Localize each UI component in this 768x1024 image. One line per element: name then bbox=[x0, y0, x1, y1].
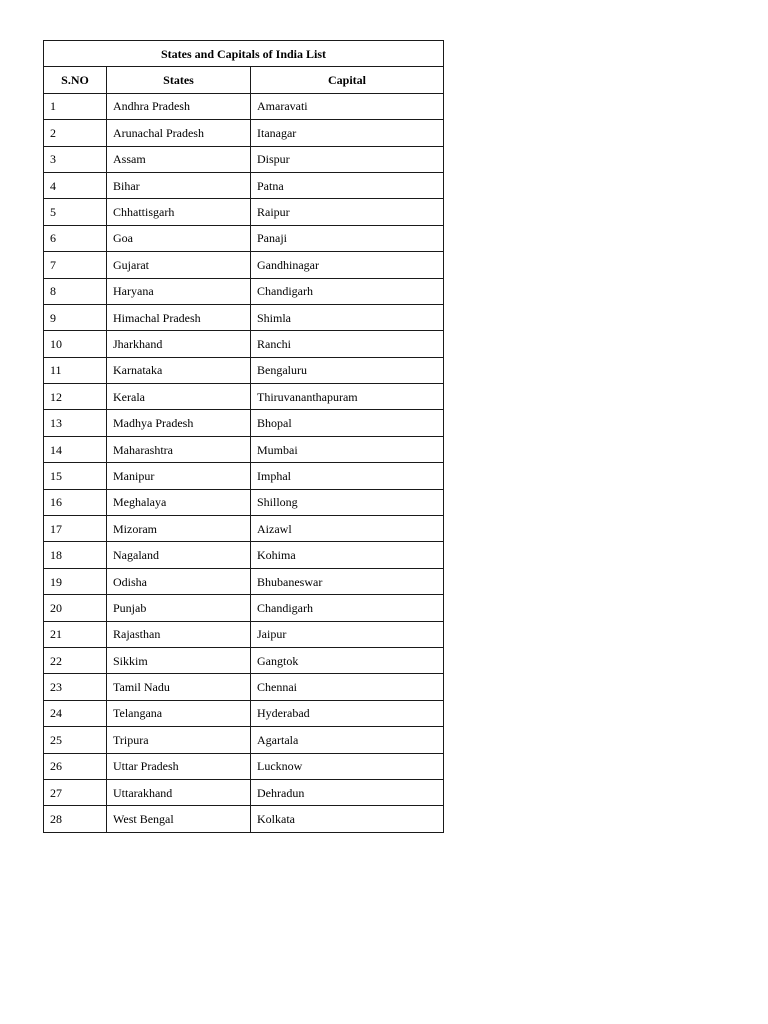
cell-capital: Hyderabad bbox=[251, 700, 444, 726]
cell-state: Bihar bbox=[107, 172, 251, 198]
cell-sno: 12 bbox=[44, 384, 107, 410]
cell-capital: Thiruvananthapuram bbox=[251, 384, 444, 410]
cell-sno: 21 bbox=[44, 621, 107, 647]
cell-sno: 22 bbox=[44, 647, 107, 673]
cell-state: Uttar Pradesh bbox=[107, 753, 251, 779]
cell-capital: Dispur bbox=[251, 146, 444, 172]
cell-state: Karnataka bbox=[107, 357, 251, 383]
cell-capital: Ranchi bbox=[251, 331, 444, 357]
cell-capital: Bhopal bbox=[251, 410, 444, 436]
cell-state: Andhra Pradesh bbox=[107, 93, 251, 119]
table-row bbox=[44, 727, 444, 753]
cell-capital: Itanagar bbox=[251, 120, 444, 146]
cell-sno: 10 bbox=[44, 331, 107, 357]
cell-state: Himachal Pradesh bbox=[107, 304, 251, 330]
cell-sno: 18 bbox=[44, 542, 107, 568]
table-row bbox=[44, 146, 444, 172]
table-row bbox=[44, 436, 444, 462]
cell-capital: Kohima bbox=[251, 542, 444, 568]
cell-capital: Gandhinagar bbox=[251, 252, 444, 278]
table-row bbox=[44, 647, 444, 673]
cell-state: Nagaland bbox=[107, 542, 251, 568]
column-header-capital: Capital bbox=[251, 67, 444, 93]
column-header-sno: S.NO bbox=[44, 67, 107, 93]
cell-capital: Shillong bbox=[251, 489, 444, 515]
cell-capital: Chandigarh bbox=[251, 595, 444, 621]
cell-state: Haryana bbox=[107, 278, 251, 304]
cell-state: Madhya Pradesh bbox=[107, 410, 251, 436]
table-row bbox=[44, 595, 444, 621]
cell-state: West Bengal bbox=[107, 806, 251, 832]
cell-capital: Amaravati bbox=[251, 93, 444, 119]
cell-state: Gujarat bbox=[107, 252, 251, 278]
table-row bbox=[44, 93, 444, 119]
cell-capital: Aizawl bbox=[251, 516, 444, 542]
table-row bbox=[44, 304, 444, 330]
table-row bbox=[44, 806, 444, 832]
cell-sno: 14 bbox=[44, 436, 107, 462]
cell-state: Kerala bbox=[107, 384, 251, 410]
cell-state: Uttarakhand bbox=[107, 779, 251, 805]
cell-capital: Gangtok bbox=[251, 647, 444, 673]
cell-sno: 11 bbox=[44, 357, 107, 383]
table-row bbox=[44, 674, 444, 700]
cell-sno: 28 bbox=[44, 806, 107, 832]
cell-state: Arunachal Pradesh bbox=[107, 120, 251, 146]
cell-capital: Jaipur bbox=[251, 621, 444, 647]
cell-sno: 13 bbox=[44, 410, 107, 436]
cell-state: Mizoram bbox=[107, 516, 251, 542]
cell-sno: 2 bbox=[44, 120, 107, 146]
cell-capital: Chandigarh bbox=[251, 278, 444, 304]
cell-sno: 17 bbox=[44, 516, 107, 542]
cell-sno: 19 bbox=[44, 568, 107, 594]
cell-capital: Shimla bbox=[251, 304, 444, 330]
table-row bbox=[44, 463, 444, 489]
cell-state: Tamil Nadu bbox=[107, 674, 251, 700]
table-row bbox=[44, 621, 444, 647]
table-row bbox=[44, 568, 444, 594]
cell-state: Assam bbox=[107, 146, 251, 172]
table-row bbox=[44, 753, 444, 779]
table-row bbox=[44, 357, 444, 383]
cell-sno: 20 bbox=[44, 595, 107, 621]
cell-capital: Bengaluru bbox=[251, 357, 444, 383]
cell-sno: 5 bbox=[44, 199, 107, 225]
cell-capital: Patna bbox=[251, 172, 444, 198]
cell-capital: Imphal bbox=[251, 463, 444, 489]
table-row bbox=[44, 384, 444, 410]
cell-state: Odisha bbox=[107, 568, 251, 594]
cell-sno: 16 bbox=[44, 489, 107, 515]
cell-sno: 1 bbox=[44, 93, 107, 119]
cell-state: Sikkim bbox=[107, 647, 251, 673]
table-row bbox=[44, 225, 444, 251]
cell-sno: 8 bbox=[44, 278, 107, 304]
cell-state: Telangana bbox=[107, 700, 251, 726]
table-header-row bbox=[44, 67, 444, 93]
cell-state: Meghalaya bbox=[107, 489, 251, 515]
column-header-states: States bbox=[107, 67, 251, 93]
cell-state: Chhattisgarh bbox=[107, 199, 251, 225]
cell-sno: 7 bbox=[44, 252, 107, 278]
cell-state: Punjab bbox=[107, 595, 251, 621]
table-row bbox=[44, 278, 444, 304]
cell-capital: Bhubaneswar bbox=[251, 568, 444, 594]
cell-sno: 4 bbox=[44, 172, 107, 198]
states-capitals-table bbox=[43, 40, 444, 833]
cell-capital: Agartala bbox=[251, 727, 444, 753]
cell-sno: 27 bbox=[44, 779, 107, 805]
cell-state: Jharkhand bbox=[107, 331, 251, 357]
cell-capital: Kolkata bbox=[251, 806, 444, 832]
cell-capital: Dehradun bbox=[251, 779, 444, 805]
table-body bbox=[44, 93, 444, 832]
cell-sno: 24 bbox=[44, 700, 107, 726]
cell-sno: 9 bbox=[44, 304, 107, 330]
cell-state: Manipur bbox=[107, 463, 251, 489]
cell-state: Maharashtra bbox=[107, 436, 251, 462]
cell-sno: 3 bbox=[44, 146, 107, 172]
cell-capital: Raipur bbox=[251, 199, 444, 225]
cell-sno: 23 bbox=[44, 674, 107, 700]
table-row bbox=[44, 120, 444, 146]
cell-capital: Panaji bbox=[251, 225, 444, 251]
table-title: States and Capitals of India List bbox=[44, 41, 444, 67]
table-row bbox=[44, 516, 444, 542]
cell-sno: 6 bbox=[44, 225, 107, 251]
table-title-row bbox=[44, 41, 444, 67]
cell-state: Tripura bbox=[107, 727, 251, 753]
table-row bbox=[44, 331, 444, 357]
cell-sno: 15 bbox=[44, 463, 107, 489]
cell-capital: Mumbai bbox=[251, 436, 444, 462]
table-row bbox=[44, 700, 444, 726]
cell-sno: 26 bbox=[44, 753, 107, 779]
table-row bbox=[44, 489, 444, 515]
table-row bbox=[44, 542, 444, 568]
table-row bbox=[44, 779, 444, 805]
table-row bbox=[44, 252, 444, 278]
table-row bbox=[44, 199, 444, 225]
table-row bbox=[44, 410, 444, 436]
cell-capital: Chennai bbox=[251, 674, 444, 700]
cell-state: Goa bbox=[107, 225, 251, 251]
table-row bbox=[44, 172, 444, 198]
cell-sno: 25 bbox=[44, 727, 107, 753]
cell-capital: Lucknow bbox=[251, 753, 444, 779]
cell-state: Rajasthan bbox=[107, 621, 251, 647]
